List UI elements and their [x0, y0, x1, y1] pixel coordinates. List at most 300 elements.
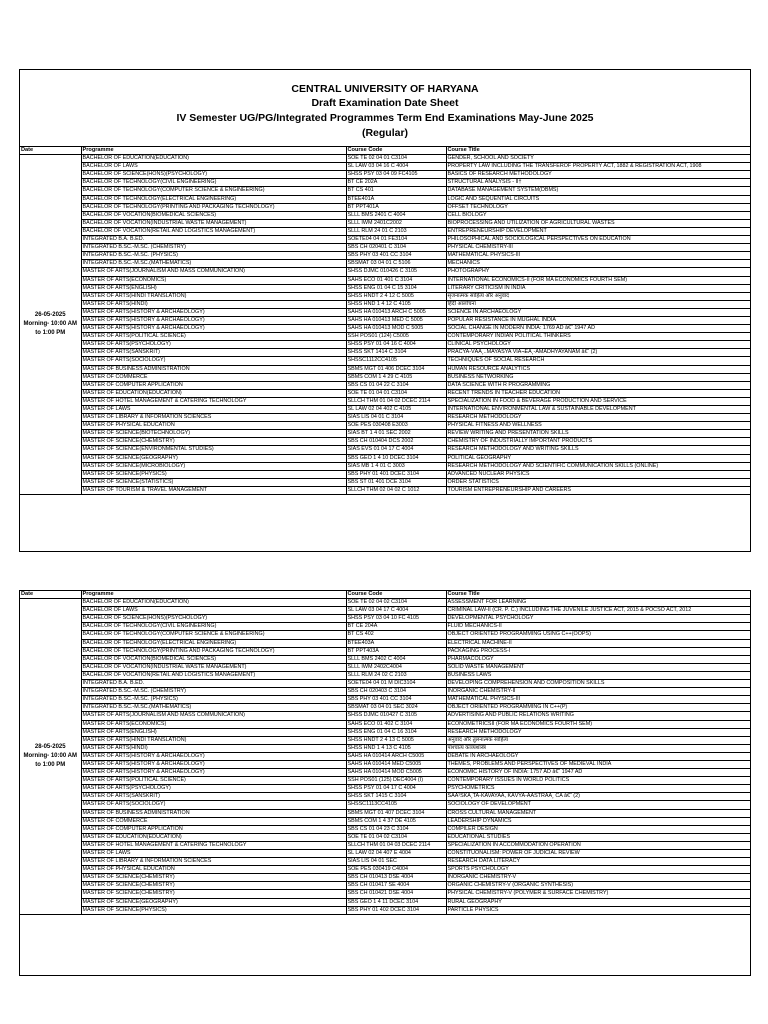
exam-date-cell [20, 599, 81, 915]
course-title-cell: ORDER STATISTICS [446, 478, 750, 486]
course-title-cell: PHYSICAL FITNESS AND WELLNESS [446, 422, 750, 430]
programme-cell: BACHELOR OF VOCATION(INDUSTRIAL WASTE MANAGEMENT) [81, 219, 346, 227]
table-row [20, 704, 750, 712]
table-row [20, 744, 750, 752]
table-row [20, 349, 750, 357]
column-header-date: Date [20, 147, 81, 155]
programme-cell: INTEGRATED B.A. B.ED. [81, 680, 346, 688]
programme-cell: BACHELOR OF TECHNOLOGY(PRINTING AND PACKAGING TECHNOLOGY) [81, 203, 346, 211]
table-row [20, 438, 750, 446]
course-code-cell: BTEE403A [346, 639, 446, 647]
date-sheet-page-1 [19, 69, 751, 552]
table-row [20, 478, 750, 486]
table-row [20, 446, 750, 454]
course-title-cell: CROSS CULTURAL MANAGEMENT [446, 809, 750, 817]
table-row [20, 688, 750, 696]
course-code-cell: SLLL BMS 2402 C 4004 [346, 655, 446, 663]
programme-cell: MASTER OF ARTS(SOCIOLOGY) [81, 357, 346, 365]
programme-cell: MASTER OF SCIENCE(PHYSICS) [81, 906, 346, 914]
programme-cell: MASTER OF ARTS(HISTORY & ARCHAEOLOGY) [81, 325, 346, 333]
course-title-cell: CLINICAL PSYCHOLOGY [446, 341, 750, 349]
table-row [20, 381, 750, 389]
programme-cell: MASTER OF ARTS(ECONOMICS) [81, 720, 346, 728]
table-row [20, 357, 750, 365]
course-code-cell: SIAS LIS 04 01 SEC [346, 858, 446, 866]
programme-cell: MASTER OF ARTS(PSYCHOLOGY) [81, 785, 346, 793]
table-row [20, 341, 750, 349]
programme-cell: MASTER OF COMMERCE [81, 817, 346, 825]
course-title-cell: DEBATE IN ARCHAEOLOGY [446, 752, 750, 760]
programme-cell: MASTER OF SCIENCE(CHEMISTRY) [81, 438, 346, 446]
course-title-cell: RECENT TRENDS IN TEACHER EDUCATION [446, 389, 750, 397]
course-title-cell: POLITICAL GEOGRAPHY [446, 454, 750, 462]
table-row [20, 801, 750, 809]
programme-cell: INTEGRATED B.SC.-M.SC.(MATHEMATICS) [81, 260, 346, 268]
course-title-cell: INORGANIC CHEMISTRY-II [446, 688, 750, 696]
course-code-cell: SOE TE 01 04 02 C3104 [346, 833, 446, 841]
programme-cell: MASTER OF ARTS(SOCIOLOGY) [81, 801, 346, 809]
programme-cell: INTEGRATED B.SC.-M.SC.(MATHEMATICS) [81, 704, 346, 712]
course-code-cell: SL LAW 02 04 407 E 4004 [346, 850, 446, 858]
table-row [20, 373, 750, 381]
table-row [20, 325, 750, 333]
course-code-cell: SBSMAT 03 04 01 SEC 3024 [346, 704, 446, 712]
table-row [20, 607, 750, 615]
programme-cell: BACHELOR OF TECHNOLOGY(CIVIL ENGINEERING) [81, 179, 346, 187]
course-code-cell: SBMS COM 1 4 37 DE 4105 [346, 817, 446, 825]
table-row [20, 179, 750, 187]
programme-cell: MASTER OF PHYSICAL EDUCATION [81, 866, 346, 874]
programme-cell: MASTER OF LAWS [81, 850, 346, 858]
table-header-row [20, 147, 750, 155]
course-code-cell: SL LAW 03 04 17 C 4004 [346, 607, 446, 615]
course-code-cell: SHSSC1112CC4105 [346, 357, 446, 365]
table-row [20, 825, 750, 833]
programme-cell: BACHELOR OF EDUCATION(EDUCATION) [81, 155, 346, 163]
course-code-cell: SHSS DJMC 010426 C 3105 [346, 268, 446, 276]
table-row [20, 211, 750, 219]
course-title-cell: DATA SCIENCE WITH R PROGRAMMING [446, 381, 750, 389]
table-row [20, 203, 750, 211]
course-title-cell: BIOPROCESSING AND UTILIZATION OF AGRICULTURAL WASTES [446, 219, 750, 227]
course-title-cell: SPECIALIZATION IN ACCOMMODATION OPERATION [446, 841, 750, 849]
programme-cell: MASTER OF ARTS(HISTORY & ARCHAEOLOGY) [81, 316, 346, 324]
table-row [20, 623, 750, 631]
course-code-cell: SHSS DJMC 010427 C 3105 [346, 712, 446, 720]
table-row [20, 785, 750, 793]
course-title-cell: RURAL GEOGRAPHY [446, 898, 750, 906]
course-title-cell: TOURISM ENTREPRENEURSHIP AND CAREERS [446, 486, 750, 494]
course-code-cell: BT PPT401A [346, 203, 446, 211]
table-row [20, 430, 750, 438]
course-code-cell: SLLL IWM 2401C2002 [346, 219, 446, 227]
programme-cell: MASTER OF ARTS(ENGLISH) [81, 284, 346, 292]
course-code-cell: SAHS ECO 01 401 C 3104 [346, 276, 446, 284]
course-code-cell: SHSS PSY 01 04 17 C 4004 [346, 785, 446, 793]
course-code-cell: SHSS PSY 03 04 10 FC 4105 [346, 615, 446, 623]
course-title-cell: ECONOMETRICSII (FOR MA ECONOMICS FOURTH SEM) [446, 720, 750, 728]
course-title-cell: MECHANICS [446, 260, 750, 268]
course-title-cell: LOGIC AND SEQUENTIAL CIRCUITS [446, 195, 750, 203]
programme-cell: BACHELOR OF SCIENCE(HONS)(PSYCHOLOGY) [81, 171, 346, 179]
course-title-cell: MATHEMATICAL PHYSICS-III [446, 696, 750, 704]
programme-cell: MASTER OF ARTS(ECONOMICS) [81, 276, 346, 284]
table-row [20, 858, 750, 866]
course-code-cell: SBMS COM 1 4 29 C 4105 [346, 373, 446, 381]
programme-cell: MASTER OF EDUCATION(EDUCATION) [81, 833, 346, 841]
course-title-cell: REVIEW WRITING AND PRESENTATION SKILLS [446, 430, 750, 438]
column-header-course-code: Course Code [346, 591, 446, 599]
course-title-cell: PRÄCYA-VÄÃ¸..MAYASYA VIÃ¬ÉÃ¸-AMADHYAYANAM â€“ (2) [446, 349, 750, 357]
programme-cell: MASTER OF COMMERCE [81, 373, 346, 381]
course-code-cell: SHSS SKT 1415 C 3104 [346, 793, 446, 801]
programme-cell: BACHELOR OF TECHNOLOGY(ELECTRICAL ENGINEERING) [81, 639, 346, 647]
course-code-cell: SBS PHY 03 401 CC 3104 [346, 696, 446, 704]
programme-cell: MASTER OF SCIENCE(CHEMISTRY) [81, 882, 346, 890]
course-title-cell: RESEARCH DATA LITERACY [446, 858, 750, 866]
programme-cell: MASTER OF ARTS(JOURNALISM AND MASS COMMUNICATION) [81, 268, 346, 276]
course-title-cell: ADVERTISING AND PUBLIC RELATIONS WRITING [446, 712, 750, 720]
course-title-cell: SOCIAL CHANGE IN MODERN INDIA: 1769 AD â€“ 1947 AD [446, 325, 750, 333]
programme-cell: BACHELOR OF VOCATION(BIOMEDICAL SCIENCES) [81, 655, 346, 663]
course-code-cell: SHSS HND 1 4 12 C 4105 [346, 300, 446, 308]
course-code-cell: SLLL RLM 24 01 C 2103 [346, 227, 446, 235]
course-title-cell: DEVELOPING COMPREHENSION AND COMPOSITION SKILLS [446, 680, 750, 688]
table-row [20, 389, 750, 397]
programme-cell: MASTER OF BUSINESS ADMINISTRATION [81, 365, 346, 373]
programme-cell: MASTER OF SCIENCE(PHYSICS) [81, 470, 346, 478]
course-code-cell: SHSS PSY 03 04 09 FC4105 [346, 171, 446, 179]
course-code-cell: SIAS MB 1 4 01 C 3003 [346, 462, 446, 470]
table-row [20, 365, 750, 373]
programme-cell: MASTER OF ARTS(HINDI TRANSLATION) [81, 736, 346, 744]
programme-cell: MASTER OF LIBRARY & INFORMATION SCIENCES [81, 414, 346, 422]
programme-cell: MASTER OF EDUCATION(EDUCATION) [81, 389, 346, 397]
course-code-cell: SOE PES 030408 E3003 [346, 422, 446, 430]
table-row [20, 817, 750, 825]
programme-cell: MASTER OF SCIENCE(GEOGRAPHY) [81, 454, 346, 462]
course-code-cell: SLLL IWM 2402C4004 [346, 663, 446, 671]
course-code-cell: SAHS HA 010413 ARCH C 5005 [346, 308, 446, 316]
course-title-cell: GENDER, SCHOOL AND SOCIETY [446, 155, 750, 163]
course-title-cell: DEVELOPMENTAL PSYCHOLOGY [446, 615, 750, 623]
table-row [20, 276, 750, 284]
programme-cell: BACHELOR OF TECHNOLOGY(COMPUTER SCIENCE & ENGINEERING) [81, 631, 346, 639]
table-row [20, 680, 750, 688]
table-row [20, 833, 750, 841]
course-title-cell: DATABASE MANAGEMENT SYSTEM(DBMS) [446, 187, 750, 195]
table-header-row [20, 591, 750, 599]
course-title-cell: COMPILER DESIGN [446, 825, 750, 833]
programme-cell: MASTER OF BUSINESS ADMINISTRATION [81, 809, 346, 817]
exam-date-cell [20, 155, 81, 495]
course-code-cell: SHSS HND 1 4 13 C 4105 [346, 744, 446, 752]
course-code-cell: SAHS HA 010414 MOD C5005 [346, 769, 446, 777]
table-row [20, 647, 750, 655]
course-title-cell: FLUID MECHANICS-II [446, 623, 750, 631]
university-name: CENTRAL UNIVERSITY OF HARYANA [291, 83, 479, 95]
course-title-cell: RESEARCH METHODOLOGY [446, 414, 750, 422]
course-code-cell: SHSS ENG 01 04 C 16 3104 [346, 728, 446, 736]
course-code-cell: SBS CS 01 04 23 C 3104 [346, 825, 446, 833]
programme-cell: INTEGRATED B.SC.-M.SC. (PHYSICS) [81, 696, 346, 704]
course-code-cell: SAHS ECO 01 402 C 3104 [346, 720, 446, 728]
course-title-cell: INTERNATIONAL ENVIRONMENTAL LAW & SUSTAINABLE DEVELOPMENT [446, 406, 750, 414]
course-title-cell: OBJECT ORIENTED PROGRAMMING USING C++(OOPS) [446, 631, 750, 639]
table-row [20, 882, 750, 890]
table-row [20, 300, 750, 308]
course-code-cell: BT CS 402 [346, 631, 446, 639]
programme-cell: INTEGRATED B.SC.-M.SC. (CHEMISTRY) [81, 244, 346, 252]
course-code-cell: BT CE 204A [346, 623, 446, 631]
column-header-programme: Programme [81, 147, 346, 155]
table-row [20, 890, 750, 898]
course-title-cell: ELECTRICAL MACHINE-II [446, 639, 750, 647]
exam-session: Morning- 10:00 AM to 1:00 PM [23, 752, 77, 768]
course-code-cell: SOE TE 02 04 02 C3104 [346, 599, 446, 607]
table-row [20, 663, 750, 671]
course-code-cell: SAHS HA 010414 ARCH C5005 [346, 752, 446, 760]
exam-date: 26-05-2025 [34, 312, 66, 319]
course-code-cell: SBS CH 020403 C 3104 [346, 688, 446, 696]
table-row [20, 333, 750, 341]
course-title-cell: SAÃ¹SKÃ¸TA-KAVAYAÃ, KÄVYA-ÃÄSTRAÃ¸ CA â€“ (2) [446, 793, 750, 801]
course-title-cell: HUMAN RESOURCE ANALYTICS [446, 365, 750, 373]
date-sheet-page-2 [19, 590, 751, 976]
course-code-cell: BT CE 202A [346, 179, 446, 187]
course-title-cell: POPULAR RESISTANCE IN MUGHAL INDIA [446, 316, 750, 324]
course-code-cell: SHSS HNDT 2 4 12 C 5005 [346, 292, 446, 300]
column-header-programme: Programme [81, 591, 346, 599]
programme-cell: MASTER OF ARTS(ENGLISH) [81, 728, 346, 736]
table-row [20, 244, 750, 252]
course-code-cell: SLLL RLM 24 02 C 2103 [346, 671, 446, 679]
table-row [20, 809, 750, 817]
course-title-cell: OBJECT ORIENTED PROGRAMMING IN C++(P) [446, 704, 750, 712]
table-row [20, 397, 750, 405]
course-title-cell: PHOTOGRAPHY [446, 268, 750, 276]
course-title-cell: पाश्चात्य काव्यशास्त्र [446, 744, 750, 752]
table-row [20, 422, 750, 430]
course-code-cell: SLLCH THM 01 04 03 DCEC 2114 [346, 841, 446, 849]
course-code-cell: SLLCH THM 01 04 02 DCEC 2114 [346, 397, 446, 405]
programme-cell: BACHELOR OF VOCATION(BIOMEDICAL SCIENCES) [81, 211, 346, 219]
course-title-cell: ADVANCED NUCLEAR PHYSICS [446, 470, 750, 478]
course-code-cell: SBMS MGT 01 407 DCEC 3104 [346, 809, 446, 817]
course-title-cell: PHARMACOLOGY [446, 655, 750, 663]
course-title-cell: CELL BIOLOGY [446, 211, 750, 219]
programme-cell: MASTER OF COMPUTER APPLICATION [81, 381, 346, 389]
course-code-cell: SBS PHY 03 401 CC 3104 [346, 252, 446, 260]
course-title-cell: RESEARCH METHODOLOGY AND WRITING SKILLS [446, 446, 750, 454]
course-code-cell: SAHS HA 010413 MOD C 5005 [346, 325, 446, 333]
course-title-cell: अनुवाद और तुलनात्मक साहित्य [446, 736, 750, 744]
programme-cell: BACHELOR OF EDUCATION(EDUCATION) [81, 599, 346, 607]
course-code-cell: SSH POS01 (124) C5005 [346, 333, 446, 341]
course-code-cell: SBS GEO 1 4 11 DCEC 3104 [346, 898, 446, 906]
exam-mode: (Regular) [361, 127, 409, 139]
course-code-cell: SLLCH THM 02 04 02 C 1012 [346, 486, 446, 494]
course-code-cell: SBS CS 01 04 22 C 3104 [346, 381, 446, 389]
table-row [20, 454, 750, 462]
programme-cell: MASTER OF SCIENCE(MICROBIOLOGY) [81, 462, 346, 470]
exam-date: 28-05-2025 [34, 743, 66, 750]
course-title-cell: SOCIOLOGY OF DEVELOPMENT [446, 801, 750, 809]
course-code-cell: SBS CH 010421 DSE 4004 [346, 890, 446, 898]
table-row [20, 720, 750, 728]
table-row [20, 736, 750, 744]
document-title: Draft Examination Date Sheet [311, 97, 459, 109]
table-row [20, 631, 750, 639]
course-title-cell: ECONOMIC HISTORY OF INDIA: 1757 AD â€“ 1947 AD [446, 769, 750, 777]
course-code-cell: SBSMAT 03 04 01 C 5106 [346, 260, 446, 268]
course-title-cell: PHILOSOPHICAL AND SOCIOLOGICAL PERSPECTIVES ON EDUCATION [446, 236, 750, 244]
programme-cell: MASTER OF LAWS [81, 406, 346, 414]
table-row [20, 841, 750, 849]
course-title-cell: PSYCHOMETRICS [446, 785, 750, 793]
course-title-cell: CHEMISTRY OF INDUSTRIALLY IMPORTANT PRODUCTS [446, 438, 750, 446]
table-row [20, 406, 750, 414]
table-row [20, 752, 750, 760]
document-header [20, 70, 750, 147]
schedule-table-day2 [20, 591, 750, 915]
course-title-cell: MATHEMATICAL PHYSICS-III [446, 252, 750, 260]
course-title-cell: ENTREPRENEURSHIP DEVELOPMENT [446, 227, 750, 235]
course-title-cell: PHYSICAL CHEMISTRY-III [446, 244, 750, 252]
course-code-cell: SAHS HA 010413 MED C 5005 [346, 316, 446, 324]
course-code-cell: SIAS EVS 01 04 17 C 4004 [346, 446, 446, 454]
programme-cell: MASTER OF ARTS(HINDI TRANSLATION) [81, 292, 346, 300]
programme-cell: MASTER OF COMPUTER APPLICATION [81, 825, 346, 833]
programme-cell: MASTER OF LIBRARY & INFORMATION SCIENCES [81, 858, 346, 866]
course-code-cell: SLLL BMS 2401 C 4004 [346, 211, 446, 219]
table-row [20, 414, 750, 422]
programme-cell: BACHELOR OF LAWS [81, 163, 346, 171]
programme-cell: MASTER OF ARTS(HISTORY & ARCHAEOLOGY) [81, 308, 346, 316]
course-code-cell: SOE TE 02 04 01 C3104 [346, 155, 446, 163]
programme-cell: MASTER OF ARTS(HISTORY & ARCHAEOLOGY) [81, 760, 346, 768]
programme-cell: BACHELOR OF TECHNOLOGY(ELECTRICAL ENGINEERING) [81, 195, 346, 203]
course-code-cell: SBS CH 020401 C 3104 [346, 244, 446, 252]
course-title-cell: RESEARCH METHODOLOGY AND SCIENTIFIC COMMUNICATION SKILLS (ONLINE) [446, 462, 750, 470]
programme-cell: INTEGRATED B.SC.-M.SC. (CHEMISTRY) [81, 688, 346, 696]
course-code-cell: SOETE04 04 01 M DIC3104 [346, 680, 446, 688]
course-code-cell: SHSS PSY 01 04 16 C 4004 [346, 341, 446, 349]
table-row [20, 316, 750, 324]
course-title-cell: PROPERTY LAW INCLUDING THE TRANSFEROF PROPERTY ACT, 1882 & REGISTRATION ACT, 1908 [446, 163, 750, 171]
course-title-cell: LITERARY CRITICISM IN INDIA [446, 284, 750, 292]
course-code-cell: SHSSC1113CC4105 [346, 801, 446, 809]
table-row [20, 712, 750, 720]
programme-cell: MASTER OF HOTEL MANAGEMENT & CATERING TECHNOLOGY [81, 841, 346, 849]
table-row [20, 171, 750, 179]
course-title-cell: SCIENCE IN ARCHAEOLOGY [446, 308, 750, 316]
programme-cell: BACHELOR OF TECHNOLOGY(COMPUTER SCIENCE & ENGINEERING) [81, 187, 346, 195]
course-code-cell: SL LAW 03 04 16 C 4004 [346, 163, 446, 171]
course-code-cell: SOE PES 030419 C4004 [346, 866, 446, 874]
course-code-cell: BTEE401A [346, 195, 446, 203]
course-title-cell: SPECIALIZATION IN FOOD & BEVERAGE PRODUCTION AND SERVICE [446, 397, 750, 405]
table-row [20, 260, 750, 268]
exam-title: IV Semester UG/PG/Integrated Programmes Term End Examinations May-June 2025 [176, 112, 594, 124]
programme-cell: MASTER OF ARTS(JOURNALISM AND MASS COMMUNICATION) [81, 712, 346, 720]
course-title-cell: ASSESSMENT FOR LEARNING [446, 599, 750, 607]
table-row [20, 284, 750, 292]
course-code-cell: SIAS LIS 04 01 C 3104 [346, 414, 446, 422]
course-code-cell: SBS GEO 1 4 10 DCEC 3104 [346, 454, 446, 462]
table-row [20, 655, 750, 663]
programme-cell: MASTER OF ARTS(HINDI) [81, 744, 346, 752]
course-title-cell: SPORTS PSYCHOLOGY [446, 866, 750, 874]
programme-cell: INTEGRATED B.SC.-M.SC. (PHYSICS) [81, 252, 346, 260]
programme-cell: MASTER OF ARTS(SANSKRIT) [81, 793, 346, 801]
programme-cell: MASTER OF SCIENCE(BIOTECHNOLOGY) [81, 430, 346, 438]
programme-cell: MASTER OF ARTS(HISTORY & ARCHAEOLOGY) [81, 752, 346, 760]
table-row [20, 874, 750, 882]
table-row [20, 639, 750, 647]
course-title-cell: OFFSET TECHNOLOGY [446, 203, 750, 211]
course-code-cell: SOETE04 04 01 FE3104 [346, 236, 446, 244]
table-row [20, 671, 750, 679]
course-code-cell: BT CS 401 [346, 187, 446, 195]
table-row [20, 599, 750, 607]
table-body-day2 [20, 599, 750, 915]
course-title-cell: ORGANIC CHEMISTRY-V (ORGANIC SYNTHESIS) [446, 882, 750, 890]
course-title-cell: CONSTITUONALISM: POWER OF JUDICIAL REVIEW [446, 850, 750, 858]
course-title-cell: SOLID WASTE MANAGEMENT [446, 663, 750, 671]
programme-cell: MASTER OF ARTS(POLITICAL SCIENCE) [81, 333, 346, 341]
course-title-cell: PARTICLE PHYSICS [446, 906, 750, 914]
programme-cell: MASTER OF SCIENCE(STATISTICS) [81, 478, 346, 486]
course-title-cell: STRUCTURAL ANALYSIS - II† [446, 179, 750, 187]
course-title-cell: EDUCATIONAL STUDIES [446, 833, 750, 841]
course-title-cell: सृजनात्मक साहित्य और अनुवाद [446, 292, 750, 300]
table-row [20, 850, 750, 858]
column-header-course-code: Course Code [346, 147, 446, 155]
table-row [20, 252, 750, 260]
table-row [20, 308, 750, 316]
table-body-day1 [20, 155, 750, 495]
table-row [20, 777, 750, 785]
course-code-cell: SHSS ENG 01 04 C 15 3104 [346, 284, 446, 292]
course-title-cell: CONTEMPORARY INDIAN POLITICAL THINKERS [446, 333, 750, 341]
table-row [20, 486, 750, 494]
course-title-cell: BUSINESS NETWORKING [446, 373, 750, 381]
column-header-course-title: Course Title [446, 147, 750, 155]
course-code-cell: SSH POS01 (125) DEC4004 (I) [346, 777, 446, 785]
programme-cell: BACHELOR OF LAWS [81, 607, 346, 615]
course-title-cell: CRIMINAL LAW-II (CR. P. C.) INCLUDING THE JUVENILE JUSTICE ACT, 2015 & POCSO ACT, 2012 [446, 607, 750, 615]
course-code-cell: SBS PHY 01 401 DCEC 3104 [346, 470, 446, 478]
table-row [20, 163, 750, 171]
course-code-cell: SBS PHY 01 402 DCEC 3104 [346, 906, 446, 914]
course-title-cell: CONTEMPORARY ISSUES IN WORLD POLITICS [446, 777, 750, 785]
programme-cell: MASTER OF ARTS(PSYCHOLOGY) [81, 341, 346, 349]
table-row [20, 195, 750, 203]
course-code-cell: SBS CH 010417 SE 4004 [346, 882, 446, 890]
course-title-cell: PACKAGING PROCESS-I [446, 647, 750, 655]
column-header-course-title: Course Title [446, 591, 750, 599]
course-title-cell: PHYSICAL CHEMISTRY-V (POLYMER & SURFACE CHEMISTRY) [446, 890, 750, 898]
course-title-cell: INTERNATIONAL ECONOMICS-II (FOR MA ECONOMICS FOURTH SEM) [446, 276, 750, 284]
course-code-cell: SOE TE 01 04 01 C3104 [346, 389, 446, 397]
table-row [20, 769, 750, 777]
programme-cell: INTEGRATED B.A. B.ED. [81, 236, 346, 244]
programme-cell: BACHELOR OF TECHNOLOGY(PRINTING AND PACKAGING TECHNOLOGY) [81, 647, 346, 655]
programme-cell: MASTER OF ARTS(POLITICAL SCIENCE) [81, 777, 346, 785]
schedule-table-day1 [20, 147, 750, 495]
programme-cell: MASTER OF TOURISM & TRAVEL MANAGEMENT [81, 486, 346, 494]
